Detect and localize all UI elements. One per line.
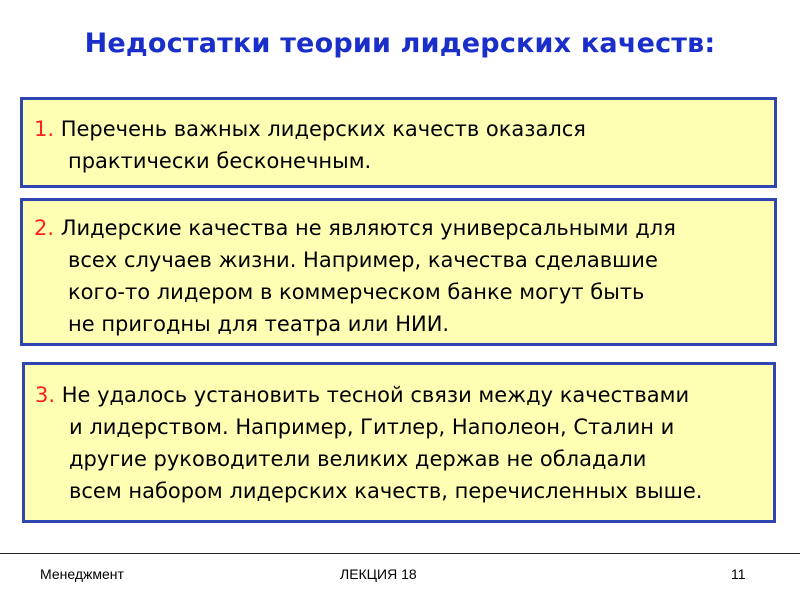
footer-divider <box>0 553 800 554</box>
drawback-3-number: 3. <box>35 383 56 407</box>
footer-lecture: ЛЕКЦИЯ 18 <box>340 566 417 582</box>
drawback-1-number: 1. <box>34 117 55 141</box>
footer-course-name: Менеджмент <box>40 566 124 582</box>
drawback-2-line-2: всех случаев жизни. Например, качества сделавшие <box>68 248 658 272</box>
drawback-1-line-2: практически бесконечным. <box>68 149 372 173</box>
drawback-box-2 <box>20 198 777 346</box>
drawback-2-line-3: кого-то лидером в коммерческом банке могут быть <box>68 280 645 304</box>
drawback-3-line-2: и лидерством. Например, Гитлер, Наполеон, Сталин и <box>69 415 675 439</box>
drawback-1-line-1 <box>34 113 774 145</box>
drawback-box-1 <box>20 97 777 188</box>
drawback-3-line-4: всем набором лидерских качеств, перечисленных выше. <box>69 479 703 503</box>
footer-page-number: 11 <box>731 566 746 582</box>
drawback-box-3 <box>22 362 776 523</box>
drawback-3-text: Не удалось установить тесной связи между качествами <box>55 383 690 407</box>
drawback-1-text: Перечень важных лидерских качеств оказался <box>54 117 586 141</box>
drawback-2-line-1 <box>34 212 774 244</box>
slide-title: Недостатки теории лидерских качеств: <box>84 28 716 59</box>
drawback-2-text: Лидерские качества не являются универсальными для <box>54 216 676 240</box>
drawback-2-number: 2. <box>34 216 55 240</box>
drawback-3-line-1 <box>35 379 773 411</box>
drawback-3-line-3: другие руководители великих держав не обладали <box>69 447 647 471</box>
drawback-2-line-4: не пригодны для театра или НИИ. <box>68 312 450 336</box>
